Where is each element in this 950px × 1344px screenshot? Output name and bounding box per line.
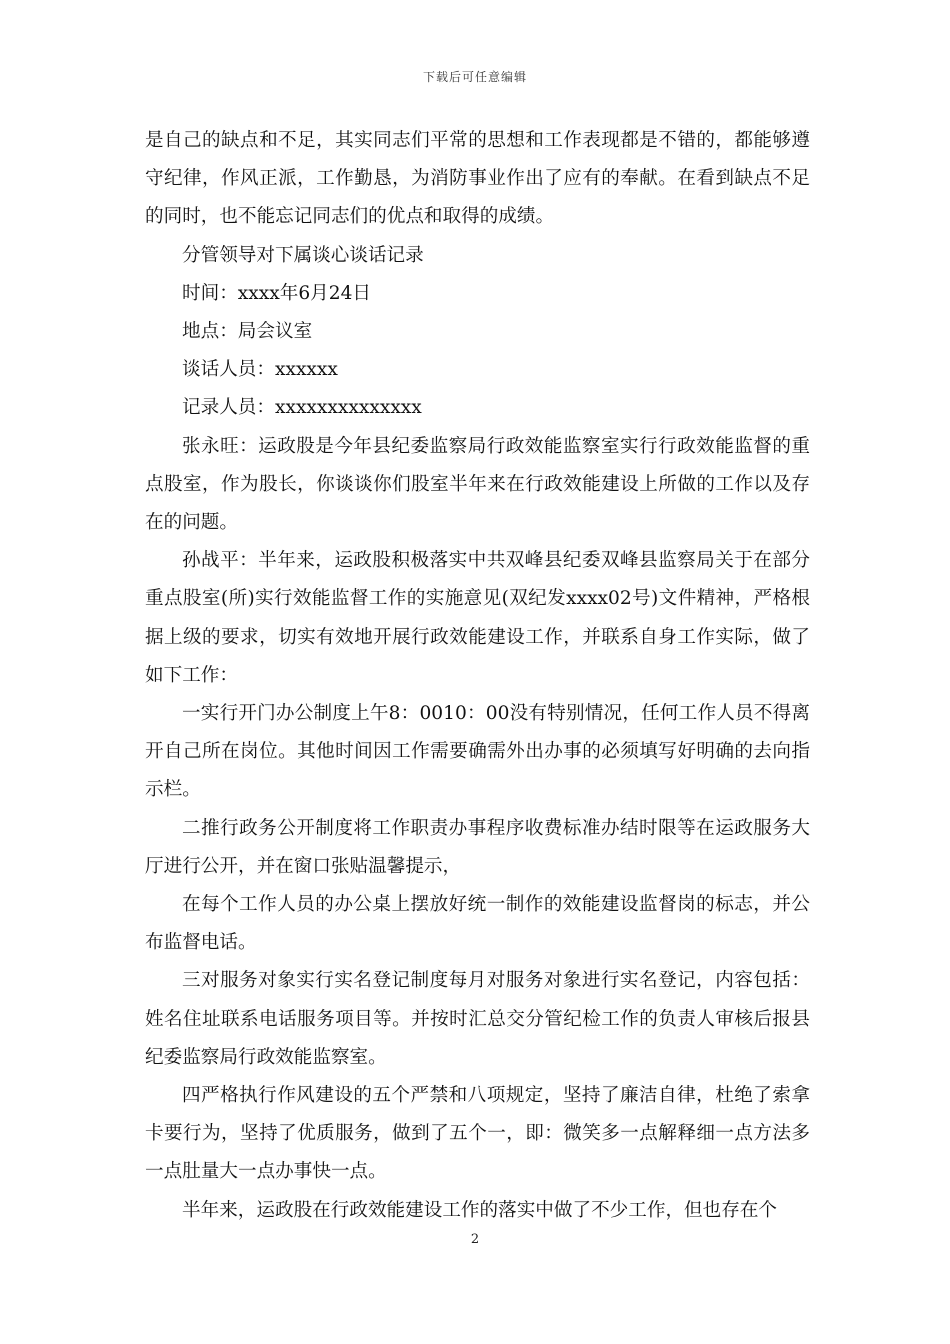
- record-time: 时间：xxxx年6月24日: [182, 282, 371, 304]
- paragraph-item-2: 二推行政务公开制度将工作职责办事程序收费标准办结时限等在运政服务大厅进行公开，并在窗口张贴温馨提示，: [145, 817, 810, 877]
- record-location: 地点：局会议室: [182, 321, 313, 343]
- page-number: 2: [470, 1232, 480, 1247]
- paragraph-question: 张永旺：运政股是今年县纪委监察局行政效能监察室实行行政效能监督的重点股室，作为股长，你谈谈你们股室半年来在行政效能建设上所做的工作以及存在的问题。: [145, 435, 810, 534]
- record-title: 分管领导对下属谈心谈话记录: [182, 244, 424, 266]
- paragraph-summary: 半年来，运政股在行政效能建设工作的落实中做了不少工作，但也存在个: [182, 1199, 778, 1221]
- paragraph-continuation: 是自己的缺点和不足，其实同志们平常的思想和工作表现都是不错的，都能够遵守纪律，作风正派，工作勤恳，为消防事业作出了应有的奉献。在看到缺点不足的同时，也不能忘记同志们的优点和取得的成绩。: [145, 130, 810, 228]
- paragraph-item-1: 一实行开门办公制度上午8：0010：00没有特别情况，任何工作人员不得离开自己所在岗位。其他时间因工作需要确需外出办事的必须填写好明确的去向指示栏。: [145, 703, 810, 801]
- paragraph-item-4: 四严格执行作风建设的五个严禁和八项规定，坚持了廉洁自律，杜绝了索拿卡要行为，坚持了优质服务，做到了五个一，即：微笑多一点解释细一点方法多一点肚量大一点办事快一点。: [145, 1085, 810, 1183]
- paragraph-item-2-cont: 在每个工作人员的办公桌上摆放好统一制作的效能建设监督岗的标志，并公布监督电话。: [145, 894, 810, 954]
- document-body: [145, 122, 810, 1230]
- record-interviewer: 谈话人员：xxxxxx: [182, 359, 338, 381]
- paragraph-answer: 孙战平：半年来，运政股积极落实中共双峰县纪委双峰县监察局关于在部分重点股室(所)实行效能监督工作的实施意见(双纪发xxxx02号)文件精神，严格根据上级的要求，切实有效地开展行政效能建设工作，并联系自身工作实际，做了如下工作：: [145, 550, 810, 686]
- paragraph-item-3: 三对服务对象实行实名登记制度每月对服务对象进行实名登记，内容包括：姓名住址联系电话服务项目等。并按时汇总交分管纪检工作的负责人审核后报县纪委监察局行政效能监察室。: [145, 970, 810, 1068]
- record-recorder: 记录人员：xxxxxxxxxxxxxx: [182, 397, 422, 419]
- header-note: 下载后可任意编辑: [422, 70, 527, 84]
